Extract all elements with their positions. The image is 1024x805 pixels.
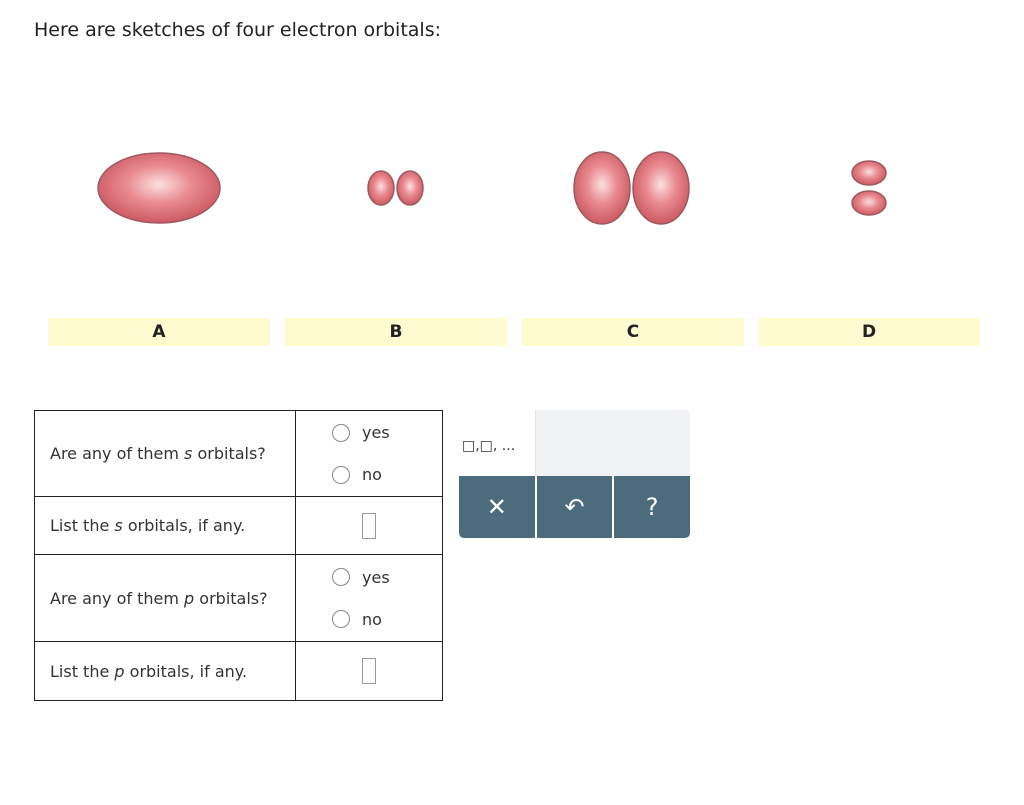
orbital-c-lobe-right (633, 152, 689, 224)
radio-p-yes[interactable] (332, 568, 350, 586)
radio-s-yes[interactable] (332, 424, 350, 442)
question-row-p-list (35, 642, 443, 701)
question-row-s-list (35, 497, 443, 555)
orbital-sketches (0, 130, 1024, 250)
answer-p-list (296, 642, 443, 701)
orbital-b-lobe-left (368, 171, 394, 205)
orbital-label-d: D (758, 318, 980, 346)
answer-palette (459, 410, 690, 538)
prompt-text: Here are sketches of four electron orbitals: (34, 19, 442, 41)
option-label: yes (362, 567, 390, 587)
question-table (34, 410, 443, 701)
s-orbitals-input[interactable] (362, 513, 376, 539)
undo-button[interactable] (537, 476, 615, 538)
question-row-p-any (35, 555, 443, 642)
answer-p-any (296, 555, 443, 642)
answer-s-list (296, 497, 443, 555)
answer-s-any (296, 411, 443, 497)
orbital-label-c: C (522, 318, 744, 346)
option-label: no (362, 609, 382, 629)
orbital-d-lobe-bottom (852, 191, 886, 215)
help-icon: ? (645, 493, 659, 521)
palette-toolbar (459, 476, 690, 538)
orbital-d-lobe-top (852, 161, 886, 185)
option-p-no[interactable] (296, 598, 442, 640)
orbital-label-a: A (48, 318, 270, 346)
orbital-b-lobe-right (397, 171, 423, 205)
orbital-label-b: B (285, 318, 507, 346)
question-p-list: List the p orbitals, if any. (35, 642, 296, 701)
p-orbitals-input[interactable] (362, 658, 376, 684)
question-row-s-any (35, 411, 443, 497)
option-label: yes (362, 423, 390, 442)
option-s-no[interactable] (296, 454, 442, 496)
question-s-list: List the s orbitals, if any. (35, 497, 296, 555)
orbital-c-lobe-left (574, 152, 630, 224)
option-s-yes[interactable] (296, 412, 442, 454)
option-label: no (362, 465, 382, 484)
clear-button[interactable] (459, 476, 537, 538)
help-button[interactable] (614, 476, 690, 538)
close-icon: ✕ (486, 493, 507, 521)
radio-p-no[interactable] (332, 610, 350, 628)
radio-s-no[interactable] (332, 466, 350, 484)
undo-icon: ↶ (564, 493, 585, 521)
option-p-yes[interactable] (296, 556, 442, 598)
question-p-any: Are any of them p orbitals? (35, 555, 296, 642)
list-template-button[interactable]: □,□, ... (462, 438, 516, 454)
palette-template-area (459, 410, 536, 476)
question-s-any: Are any of them s orbitals? (35, 411, 296, 497)
orbital-a-lobe (98, 153, 220, 223)
